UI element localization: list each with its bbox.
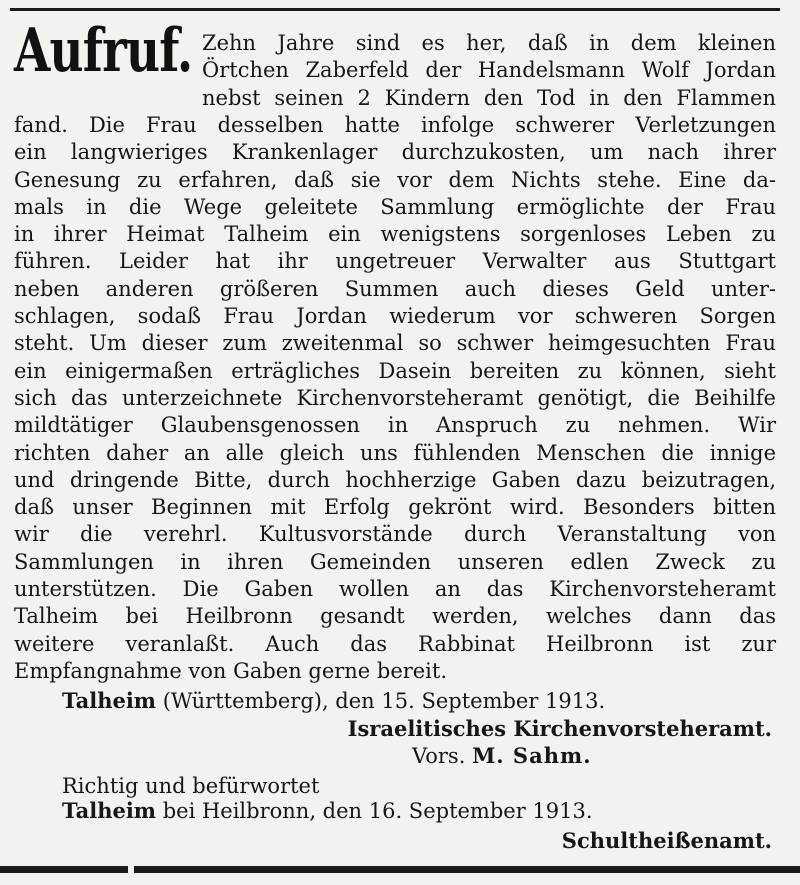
dateline-1 — [62, 688, 605, 714]
body-line: weitere veranlaßt. Auch das Rabbinat Heilbronn ist zur — [14, 631, 776, 656]
body-line: wir die verehrl. Kultusvorstände durch Veranstaltung von — [14, 522, 776, 547]
body-line: Zehn Jahre sind es her, daß in dem kleinen — [202, 31, 776, 55]
notice-title: Aufruf. — [14, 16, 193, 86]
body-line: Genesung zu erfahren, daß sie vor dem Nichts stehe. Eine da- — [14, 167, 776, 192]
body-line: nebst seinen 2 Kindern den Tod in den Flammen — [202, 85, 776, 110]
body-line: unterstützen. Die Gaben wollen an das Kirchenvorsteheramt — [14, 577, 776, 601]
body-line: in ihrer Heimat Talheim ein wenigstens sorgenloses Leben zu — [14, 222, 776, 247]
dateline-2-rest: bei Heilbronn, den 16. September 1913. — [156, 799, 593, 823]
dateline-2 — [62, 798, 593, 824]
body-line: Empfangnahme von Gaben gerne bereit. — [14, 658, 447, 683]
signature-name: M. Sahm. — [472, 743, 592, 768]
body-line: fand. Die Frau desselben hatte infolge schwerer Verletzungen — [14, 112, 776, 137]
body-line: daß unser Beginnen mit Erfolg gekrönt wird. Besonders bitten — [14, 495, 776, 520]
body-line: sich das unterzeichnete Kirchenvorsteheramt genötigt, die Beihilfe — [14, 385, 776, 410]
dateline-1-rest: (Württemberg), den 15. September 1913. — [156, 689, 606, 713]
signature-prefix: Vors. — [412, 744, 466, 768]
signature-line — [412, 743, 592, 769]
body-line: Talheim bei Heilbronn gesandt werden, welches dann das — [14, 604, 776, 629]
body-line: mildtätiger Glaubensgenossen in Anspruch zu nehmen. Wir — [14, 413, 776, 438]
bottom-rule-gap — [128, 866, 134, 873]
dateline-2-place: Talheim — [62, 798, 157, 823]
office-name: Schultheißenamt. — [561, 828, 772, 853]
body-line: führen. Leider hat ihr ungetreuer Verwalter aus Stuttgart — [14, 249, 776, 274]
body-line: steht. Um dieser zum zweitenmal so schwer heimgesuchten Frau — [14, 331, 776, 356]
bottom-rule — [0, 866, 800, 873]
body-line: richten daher an alle gleich uns fühlenden Menschen die innige — [14, 440, 776, 465]
body-line: mals in die Wege geleitete Sammlung ermöglichte der Frau — [14, 194, 776, 219]
body-line: Sammlungen in ihren Gemeinden unseren edlen Zweck zu — [14, 549, 776, 574]
top-rule — [10, 8, 780, 11]
body-line: schlagen, sodaß Frau Jordan wiederum vor schweren Sorgen — [14, 304, 776, 328]
dateline-1-place: Talheim — [62, 688, 157, 713]
body-line: neben anderen größeren Summen auch dieses Geld unter- — [14, 276, 776, 301]
body-line: Örtchen Zaberfeld der Handelsmann Wolf Jordan — [202, 58, 776, 83]
endorsement-text: Richtig und befürwortet — [62, 774, 320, 798]
body-line: ein einigermaßen erträgliches Dasein bereiten zu können, sieht — [14, 358, 776, 383]
body-line: ein langwieriges Krankenlager durchzukosten, um nach ihrer — [14, 140, 776, 165]
organization-name: Israelitisches Kirchenvorsteheramt. — [347, 716, 772, 741]
body-line: und dringende Bitte, durch hochherzige Gaben dazu beizutragen, — [14, 467, 776, 492]
